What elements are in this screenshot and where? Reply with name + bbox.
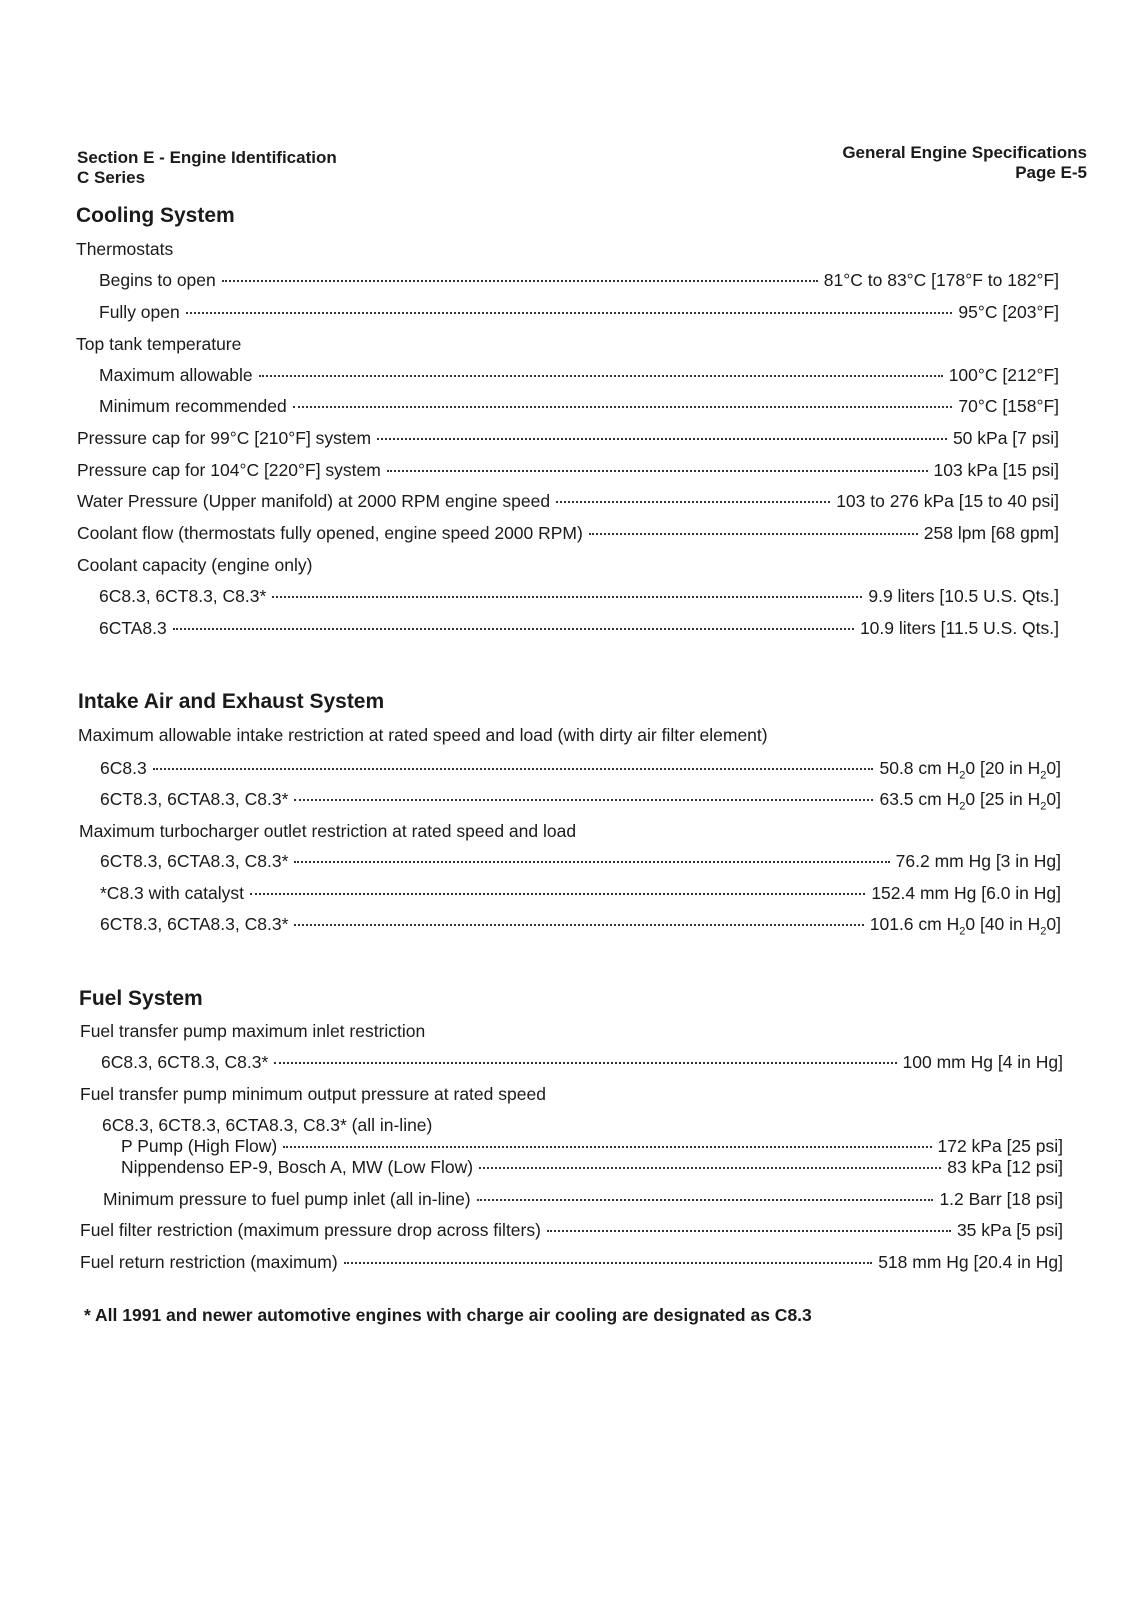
spec-value: 95°C [203°F] [958, 302, 1059, 322]
spec-label: Maximum allowable [99, 365, 253, 385]
spec-row-fully-open [99, 301, 1059, 323]
leader-dots [477, 1199, 934, 1201]
leader-dots [222, 280, 818, 282]
spec-row-capacity-6cta83 [99, 617, 1059, 639]
spec-label: Nippendenso EP-9, Bosch A, MW (Low Flow) [121, 1157, 474, 1177]
spec-value: 258 lpm [68 gpm] [923, 523, 1059, 543]
spec-label: 6CTA8.3 [99, 618, 167, 638]
spec-label: 6CT8.3, 6CTA8.3, C8.3* [100, 789, 289, 809]
leader-dots [387, 470, 928, 472]
spec-value: 103 to 276 kPa [15 to 40 psi] [836, 491, 1059, 511]
spec-row-turbo-6ct83-h2o [100, 913, 1061, 938]
spec-label: Fully open [99, 302, 180, 322]
spec-value: 103 kPa [15 psi] [933, 460, 1059, 480]
leader-dots [259, 375, 943, 377]
spec-value: 518 mm Hg [20.4 in Hg] [878, 1252, 1063, 1272]
leader-dots [344, 1262, 872, 1264]
spec-row-fuel-return [80, 1251, 1063, 1273]
spec-value: 35 kPa [5 psi] [956, 1220, 1063, 1240]
leader-dots [153, 768, 874, 770]
leader-dots [293, 406, 953, 408]
spec-row-p-pump [121, 1135, 1063, 1157]
spec-value: 100°C [212°F] [948, 365, 1059, 385]
spec-value: 50 kPa [7 psi] [952, 428, 1059, 448]
all-inline-heading: 6C8.3, 6CT8.3, 6CTA8.3, C8.3* (all in-line) [102, 1115, 433, 1135]
spec-row-turbo-catalyst [100, 882, 1061, 904]
spec-row-pressure-cap-104 [77, 459, 1059, 481]
spec-row-coolant-flow [77, 522, 1059, 544]
leader-dots [377, 438, 947, 440]
max-intake-heading: Maximum allowable intake restriction at rated speed and load (with dirty air filter element) [78, 725, 768, 745]
leader-dots [547, 1230, 951, 1232]
fuel-section-title: Fuel System [79, 987, 203, 1010]
spec-value: 100 mm Hg [4 in Hg] [902, 1052, 1063, 1072]
series-name: C Series [77, 168, 146, 187]
spec-label: Begins to open [99, 270, 216, 290]
leader-dots [283, 1146, 931, 1148]
leader-dots [250, 893, 865, 895]
spec-value: 70°C [158°F] [958, 396, 1059, 416]
spec-label: Coolant flow (thermostats fully opened, engine speed 2000 RPM) [77, 523, 583, 543]
leader-dots [294, 861, 889, 863]
spec-label: Water Pressure (Upper manifold) at 2000 RPM engine speed [77, 491, 551, 511]
spec-row-intake-6c83 [100, 757, 1061, 782]
spec-row-pressure-cap-99 [77, 427, 1059, 449]
spec-value: 63.5 cm $H_20$ [25 in $H_20$] [879, 789, 1061, 813]
header-left [77, 148, 337, 188]
spec-value: 83 kPa [12 psi] [947, 1157, 1063, 1177]
leader-dots [272, 596, 862, 598]
spec-label: Pressure cap for 99°C [210°F] system [77, 428, 372, 448]
spec-value: 152.4 mm Hg [6.0 in Hg] [871, 883, 1061, 903]
spec-value: 1.2 Barr [18 psi] [939, 1189, 1063, 1209]
spec-value: 101.6 cm $H_20$ [40 in $H_20$] [869, 914, 1061, 938]
leader-dots [274, 1062, 896, 1064]
spec-label: 6CT8.3, 6CTA8.3, C8.3* [100, 851, 289, 871]
spec-label: Fuel return restriction (maximum) [80, 1252, 338, 1272]
header-right [842, 143, 1087, 183]
spec-value: 81°C to 83°C [178°F to 182°F] [823, 270, 1059, 290]
spec-label: Fuel filter restriction (maximum pressure drop across filters) [80, 1220, 541, 1240]
spec-label: P Pump (High Flow) [121, 1136, 278, 1156]
spec-label: Minimum recommended [99, 396, 287, 416]
coolant-capacity-heading: Coolant capacity (engine only) [77, 555, 313, 575]
spec-label: 6CT8.3, 6CTA8.3, C8.3* [100, 914, 289, 934]
footnote: * All 1991 and newer automotive engines with charge air cooling are designated as C8.3 [84, 1305, 812, 1325]
leader-dots [186, 312, 953, 314]
leader-dots [556, 501, 830, 503]
intake-section-title: Intake Air and Exhaust System [78, 690, 385, 713]
spec-value: 76.2 mm Hg [3 in Hg] [895, 851, 1061, 871]
spec-value: 9.9 liters [10.5 U.S. Qts.] [868, 586, 1059, 606]
spec-row-min-pressure [103, 1188, 1063, 1210]
spec-row-begins-open [99, 269, 1059, 291]
leader-dots [589, 533, 918, 535]
spec-row-turbo-6ct83 [100, 850, 1061, 872]
spec-row-fuel-inlet [101, 1051, 1063, 1073]
spec-label: Pressure cap for 104°C [220°F] system [77, 460, 381, 480]
page-number: Page E-5 [1015, 163, 1087, 182]
spec-row-capacity-6c83 [99, 585, 1059, 607]
cooling-section-title: Cooling System [76, 204, 235, 227]
spec-row-fuel-filter [80, 1219, 1063, 1241]
spec-label: 6C8.3, 6CT8.3, C8.3* [99, 586, 267, 606]
leader-dots [479, 1167, 941, 1169]
thermostats-heading: Thermostats [76, 239, 174, 259]
spec-label: *C8.3 with catalyst [100, 883, 244, 903]
leader-dots [173, 628, 854, 630]
spec-label: 6C8.3 [100, 758, 147, 778]
spec-row-intake-6ct83 [100, 788, 1061, 813]
ftp-min-output-heading: Fuel transfer pump minimum output pressure at rated speed [80, 1084, 546, 1104]
spec-label: Minimum pressure to fuel pump inlet (all in-line) [103, 1189, 471, 1209]
leader-dots [294, 924, 863, 926]
spec-row-min-recommended [99, 395, 1059, 417]
max-turbo-heading: Maximum turbocharger outlet restriction at rated speed and load [79, 821, 577, 841]
section-name: Section E - Engine Identification [77, 148, 337, 167]
spec-value: 172 kPa [25 psi] [937, 1136, 1063, 1156]
spec-value: 50.8 cm $H_20$ [20 in $H_20$] [879, 758, 1061, 782]
ftp-max-inlet-heading: Fuel transfer pump maximum inlet restriction [80, 1021, 426, 1041]
document-title: General Engine Specifications [842, 143, 1087, 162]
spec-row-nippendenso [121, 1156, 1063, 1178]
spec-row-water-pressure [77, 490, 1059, 512]
leader-dots [294, 799, 873, 801]
spec-row-max-allowable [99, 364, 1059, 386]
top-tank-heading: Top tank temperature [76, 334, 242, 354]
spec-label: 6C8.3, 6CT8.3, C8.3* [101, 1052, 269, 1072]
spec-value: 10.9 liters [11.5 U.S. Qts.] [859, 618, 1059, 638]
